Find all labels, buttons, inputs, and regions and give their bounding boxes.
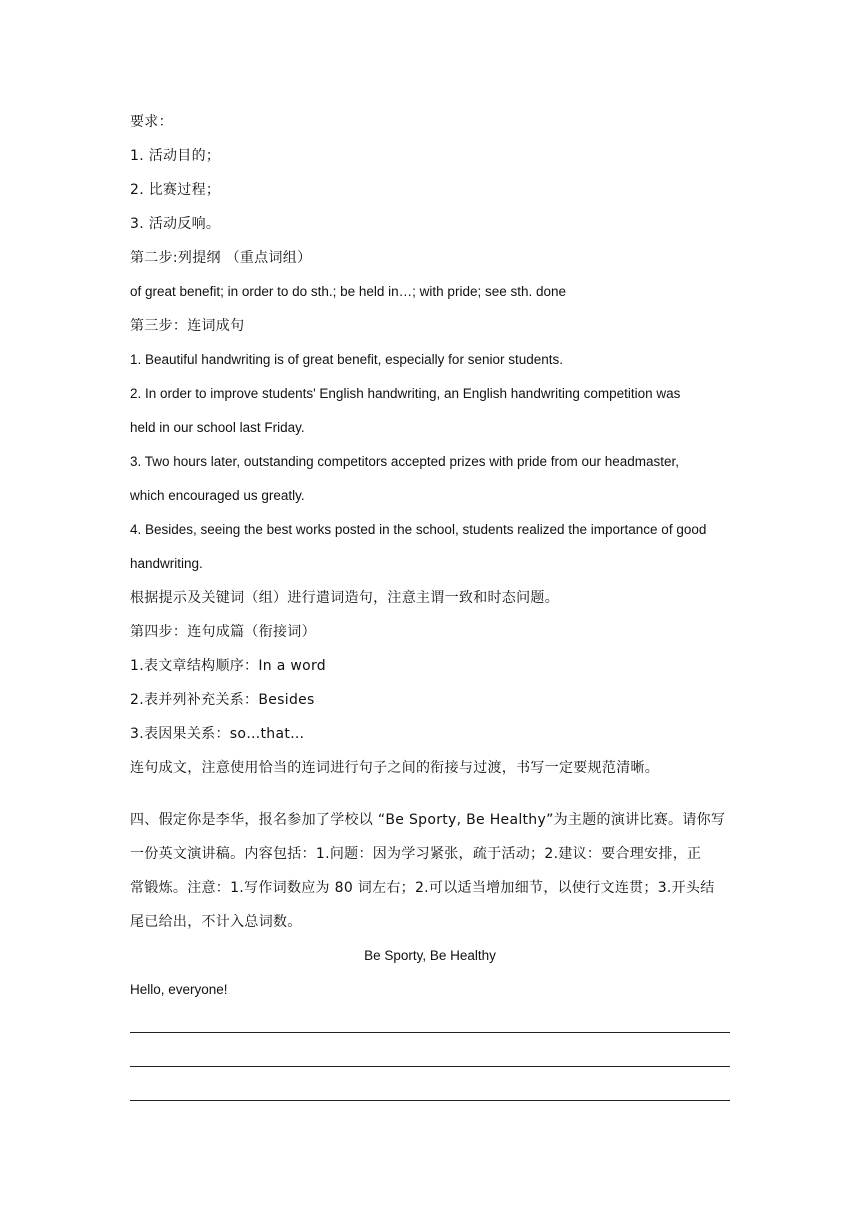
step3-sentence: 4. Besides, seeing the best works posted in the school, students realized the importance of good — [130, 522, 707, 537]
step3-sentence: handwriting. — [130, 556, 203, 571]
requirement-item: 1. 活动目的； — [130, 148, 221, 164]
task4-line: 常锻炼。注意：1.写作词数应为 80 词左右；2.可以适当增加细节，以使行文连贯；3.开头结 — [130, 880, 715, 896]
essay-title: Be Sporty, Be Healthy — [364, 948, 496, 963]
step4-item: 2.表并列补充关系：Besides — [130, 692, 315, 708]
document-page — [130, 105, 730, 1109]
essay-greeting: Hello, everyone! — [130, 982, 228, 997]
step3-sentence: 1. Beautiful handwriting is of great benefit, especially for senior students. — [130, 352, 563, 367]
step3-sentence: 2. In order to improve students' English handwriting, an English handwriting competition was — [130, 386, 681, 401]
step3-note: 根据提示及关键词（组）进行遣词造句，注意主谓一致和时态问题。 — [130, 590, 559, 606]
step3-sentence: 3. Two hours later, outstanding competitors accepted prizes with pride from our headmaster, — [130, 454, 680, 469]
task4-line: 四、假定你是李华，报名参加了学校以 “Be Sporty, Be Healthy”为主题的演讲比赛。请你写 — [130, 812, 726, 828]
step3-sentence: which encouraged us greatly. — [130, 488, 305, 503]
writing-line[interactable] — [130, 1007, 730, 1041]
writing-line[interactable] — [130, 1041, 730, 1075]
requirement-item: 2. 比赛过程； — [130, 182, 221, 198]
step4-item: 1.表文章结构顺序：In a word — [130, 658, 326, 674]
section-spacer — [130, 785, 730, 803]
writing-line[interactable] — [130, 1075, 730, 1109]
step4-note: 连句成文，注意使用恰当的连词进行句子之间的衔接与过渡，书写一定要规范清晰。 — [130, 760, 660, 776]
step4-heading: 第四步：连句成篇（衔接词） — [130, 624, 316, 640]
step2-heading: 第二步:列提纲 （重点词组） — [130, 250, 312, 266]
step3-heading: 第三步：连词成句 — [130, 318, 245, 334]
task4-line: 尾已给出，不计入总词数。 — [130, 914, 302, 930]
task4-line: 一份英文演讲稿。内容包括：1.问题：因为学习紧张，疏于活动；2.建议：要合理安排，正 — [130, 846, 702, 862]
step3-sentence: held in our school last Friday. — [130, 420, 305, 435]
step2-phrases: of great benefit; in order to do sth.; be held in…; with pride; see sth. done — [130, 284, 567, 299]
requirements-heading: 要求： — [130, 114, 173, 130]
requirement-item: 3. 活动反响。 — [130, 216, 221, 232]
step4-item: 3.表因果关系：so…that… — [130, 726, 305, 742]
